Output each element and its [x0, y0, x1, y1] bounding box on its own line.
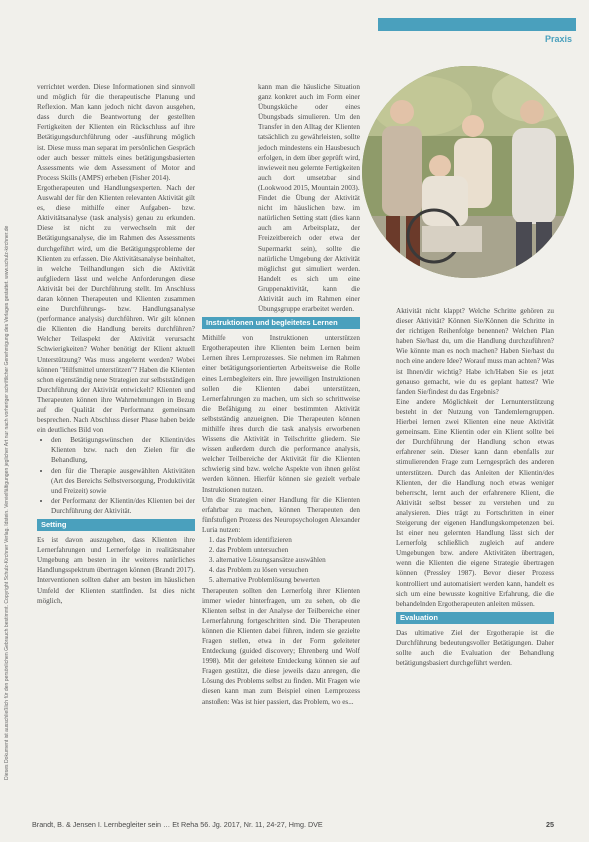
list-item: • den für die Therapie ausgewählten Aktivitäten (Art des Bereichs Selbstversorgung, Produktivität und Freizeit) sowie: [51, 466, 195, 496]
paragraph: Eine andere Möglichkeit der Lernunterstützung besteht in der Nutzung von Tandemlerngruppen. Hierbei lernen zwei Klienten eine neue Aktivität gemeinsam. Eine Klientin oder ein Klient sollte bei der Durchführung der Handlung schon etwas erfahrener sein. Dieser kann dann ebenfalls zur stimulierenden Frage zum Lerngespräch des anderen unterstützen. Durch das Anleiten der Klientin/des Klienten, der die Handlung noch etwas weniger beherrscht, lernt auch der erfahrenere Klient, die Aktivität selbst besser zu verstehen und zu analysieren. Dies trägt zu Fortschritten in einer Steigerung der eigenen Handlungskompetenzen bei. Ist einer neu gelernten Handlung lässt sich der Lernerfolg schließlich zugleich auf andere Umgebungen bzw. andere Aktivitäten übertragen, wenn die Klienten die eigene Strategie übertragen können (Pressley 1987). Bevor dieser Prozess kontrolliert und automatisiert werden kann, handelt es sich um eine bewusste kognitive Erfahrung, die die behandelnden Ergotherapeuten anleiten müssen.: [396, 397, 554, 608]
list-item: • der Performanz der Klientin/des Klienten bei der Durchführung der Aktivität.: [51, 496, 195, 516]
copyright-side-note: Dieses Dokument ist ausschließlich für den persönlichen Gebrauch bestimmt. Copyright Schulz-Kirchner Verlag. Idstein. Vervielfältigungen jeglicher Art nur nach vorheriger schriftlicher Genehmigung des Verlages gestattet. www.schulz-kirchner.de: [4, 225, 10, 780]
paragraph: Mithilfe von Instruktionen unterstützen Ergotherapeuten ihre Klienten beim Lernen beim Lernen ihres Lernprozesses. Sie nehmen im Rahmen einer betätigungsorientierten Arbeitsweise die Rolle eines Lernbegleiters ein. Ihre jeweiligen Instruktionen sollen die Klienten dabei unterstützen, Lernerfahrungen zu machen, um sich so schrittweise die Befähigung zu einer bestimmten Aktivität selbstständig anzueignen. Die Therapeuten können mithilfe ihres durch die task analysis erworbenen Wissens die Aktivität in Teilschritte gliedern. Sie wissen außerdem durch die performance analysis, welcher Teilbereiche der Aktivität für die Klienten schwierig sind bzw. welche Aspekte von ihnen gelöst werden können. Hierfür können sie gezielt verbale Instruktionen nutzen.: [202, 334, 360, 494]
numbered-list: [202, 535, 360, 585]
paragraph: Das ultimative Ziel der Ergotherapie ist die Durchführung bedeutungsvoller Betätigungen. Daher sollte auch die Evaluation der Behandlung betätigungsbasiert durchgeführt werden.: [396, 628, 554, 668]
paragraph: kann man die häusliche Situation ganz konkret auch im Form einer Übungsküche oder eines Übungsbads simulieren. Um den Transfer in den Alltag der Klienten tatsächlich zu gewährleisten, sollte jedoch mindestens ein Hausbesuch erfolgen, in dem über geprüft wird, inwieweit neu gelernte Fertigkeiten auch dort umsetzbar sind (Lookwood 2015, Mountain 2003).: [258, 83, 360, 192]
paragraph: Findet die Übung der Aktivität nicht im häuslichen bzw. im natürlichen Setting statt (dies kann auch am Arbeitsplatz, der Freizeitbereich oder etwa der Supermarkt sein), sollte die natürliche Umgebung der Aktivität möglichst gut simuliert werden. Handelt es sich um eine Gruppenaktivität, kann die Aktivität auch im Rahmen einer Übungsgruppe erarbeitet werden.: [258, 194, 360, 314]
bullet-list: [37, 435, 195, 516]
list-item: 1. das Problem identifizieren: [216, 535, 360, 545]
page-footer: [32, 820, 554, 829]
text-column-3: [396, 306, 554, 668]
list-item: 4. das Problem zu lösen versuchen: [216, 565, 360, 575]
paragraph: Therapeuten sollten den Lernerfolg ihrer Klienten immer wieder hinterfragen, um zu sehen, ob die Klienten selbst in der Analyse der Teilbereiche einer Lernerfahrung fortgeschritten sind. Die Therapeuten können die Klienten dabei führen, indem sie gezielte Fragen stellen, etwa in der Form geleiteter Entdeckung (guided discovery; Ehrenberg und Wolf 1998). Mit der geleitete Entdeckung können sie auf Fragen gestützt, die diese jeweils dazu anregen, die Lösung des Problems selbst zu finden. Mit Fragen wie diesen kann man zum Beispiel einen Lernprozess anstoßen: Was ist hier passiert, das Problem, wo es...: [202, 586, 360, 706]
footer-citation: Brandt, B. & Jensen I. Lernbegleiter sein … Et Reha 56. Jg. 2017, Nr. 11, 24-27, Hmg. DVE: [32, 820, 323, 829]
paragraph: verrichtet werden. Diese Informationen sind sinnvoll und möglich für die therapeutische Planung und Reflexion. Man kann jedoch nicht davon ausgehen, dass durch die Beantwortung der gestellten Fertigkeiten der Klienten ein Rückschluss auf ihre Betätigungsdurchführung oder -ausführung möglich ist. Diese muss man separat im persönlichen Gespräch oder auch besser mittels eines betätigungsbasierten Assessments wie dem Assessment of Motor and Process Skills (AMPS) erheben (Fisher 2014).: [37, 83, 195, 182]
text-column-2: [202, 82, 360, 707]
list-item: 2. das Problem untersuchen: [216, 545, 360, 555]
heading-evaluation: Evaluation: [396, 612, 554, 624]
heading-instructions: Instruktionen und begleitetes Lernen: [202, 317, 360, 329]
paragraph: Ergotherapeuten und Handlungsexperten. Nach der Auswahl der für den Klienten relevanten Aktivität gilt es, diese mithilfe einer Aufgaben- bzw. Aktivitätsanalyse (task analysis) genau zu erkunden. Diese ist nicht zu verwechseln mit der Betätigungsanalyse, die im Rahmen des Assessments durchgeführt wird, um die Betätigungsprobleme der Klienten zu erfassen. Die Aktivitätsanalyse beinhaltet, in welche Teilhandlungen sich die Aktivität aufgliedern lässt und welche Anforderungen diese Aktivität bei der Durchführung stellt. Im Anschluss daran können Therapeuten und Klienten zusammen eine Durchführungs- bzw. Handlungsanalyse (performance analysis) durchführen. Wir gilt können die Klienten die Handlung bereits durchführen? Welcher Teilaspekt der Aktivität verursacht Schwierigkeiten? Woher benötigt der Klient aktuell Unterstützung? Was muss angelernt werden? Wobei können "Hilfsmittel unterstützen"? Haben die Klienten schon eigenständig neue Strategien zur selbstständigen Durchführung der Aktivität entwickelt? Klienten und Therapeuten können ihre Wahrnehmungen in Bezug auf die Qualität der Performanz gemeinsam besprechen. Nach Abschluss dieser Phase haben beide ein deutliches Bild von: [37, 183, 195, 435]
heading-setting: Setting: [37, 519, 195, 531]
paragraph: Es ist davon auszugehen, dass Klienten ihre Lernerfahrungen und Lernerfolge in realitätsnaher Umgebung am besten in ihr weiteres natürliches Handlungsspektrum übertragen können (Brandt 2017). Interventionen sollten daher am besten im häuslichen Umfeld der Klienten stattfinden. Ist dies nicht möglich,: [37, 536, 195, 605]
paragraph: Aktivität nicht klappt? Welche Schritte gehören zu dieser Aktivität? Können Sie/Können die Schritte in der richtigen Reihenfolge benennen? Welchen Plan haben Sie/hast du, um die Handlung durchzuführen? Wie könnte man es noch machen? Haben Sie/hast du noch eine andere Idee? Worauf muss man achten? Was ist Ihnen/dir wichtig? Habe ich/Haben Sie es jetzt genauso gemacht, wie du es geplant hattest? Wie fanden Sie/findest du das Ergebnis?: [396, 307, 554, 396]
section-label: Praxis: [544, 34, 572, 44]
wrap-around-photo: [202, 82, 360, 314]
paragraph: Um die Strategien einer Handlung für die Klienten erfahrbar zu machen, können Therapeuten den fünfstufigen Prozess des Neuropsychologen Alexander Luria nutzen:: [202, 495, 360, 534]
header-color-bar: [378, 18, 576, 31]
list-item: 3. alternative Lösungsansätze auswählen: [216, 555, 360, 565]
list-item: 5. alternative Problemlösung bewerten: [216, 575, 360, 585]
page-number: 25: [546, 820, 554, 829]
list-item: • den Betätigungswünschen der Klientin/des Klienten bzw. nach den Zielen für die Behandlung,: [51, 435, 195, 465]
photo-illustration: [362, 66, 574, 278]
text-column-1: [37, 82, 195, 606]
elderly-group-photo: [362, 66, 574, 278]
